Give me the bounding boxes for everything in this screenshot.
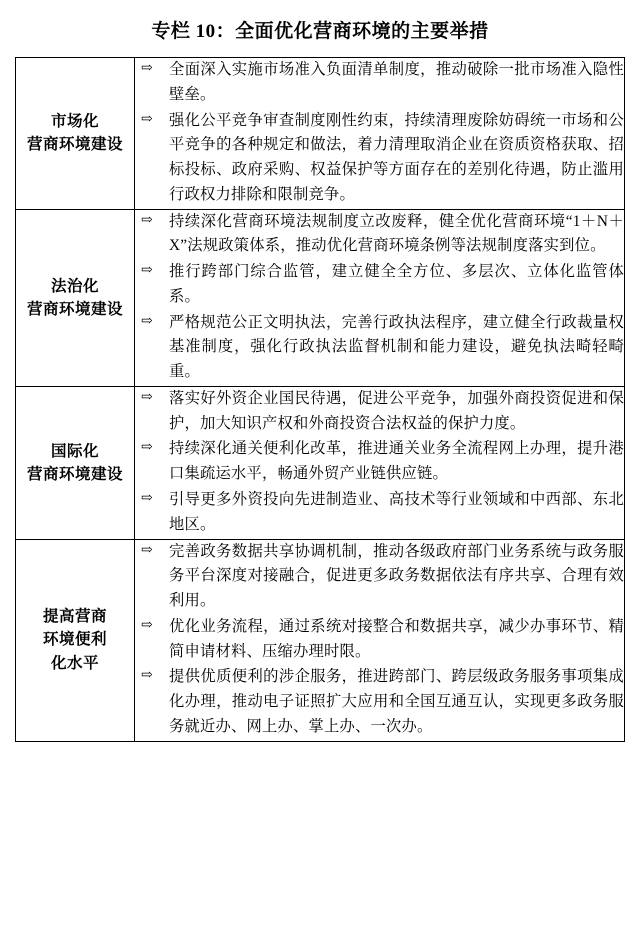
- arrow-bullet-icon: ⇨: [141, 212, 153, 228]
- measure-list: [135, 540, 624, 740]
- arrow-bullet-icon: ⇨: [141, 263, 153, 279]
- list-item: [135, 540, 624, 614]
- measures-table: [15, 57, 625, 742]
- list-item-text: 全面深入实施市场准入负面清单制度，推动破除一批市场准入隐性壁垒。: [169, 61, 624, 103]
- arrow-bullet-icon: ⇨: [141, 668, 153, 684]
- row-label-line: 提高营商: [42, 608, 107, 626]
- page-title: 专栏 10：全面优化营商环境的主要举措: [151, 21, 489, 42]
- list-item: [135, 387, 624, 437]
- arrow-bullet-icon: ⇨: [141, 111, 153, 127]
- list-item: [135, 437, 624, 487]
- row-label-line: 法治化: [50, 277, 99, 295]
- row-label-line: 化水平: [50, 654, 99, 672]
- row-label-line: 营商环境建设: [26, 300, 123, 318]
- list-item: [135, 665, 624, 739]
- list-item-text: 持续深化营商环境法规制度立改废释，健全优化营商环境“1＋N＋X”法规政策体系，推动优化营商环境条例等法规制度落实到位。: [169, 212, 624, 255]
- list-item-text: 强化公平竞争审查制度刚性约束，持续清理废除妨碍统一市场和公平竞争的各种规定和做法，着力清理取消企业在资质资格获取、招标投标、政府采购、权益保护等方面存在的差别化待遇，防止滥用行政权力排除和限制竞争。: [169, 111, 624, 203]
- row-label-line: 市场化: [50, 113, 99, 131]
- row-label-marketization: [16, 58, 135, 210]
- list-item: [135, 260, 624, 310]
- list-item: [135, 210, 624, 260]
- list-item-text: 完善政务数据共享协调机制，推动各级政府部门业务系统与政务服务平台深度对接融合，促进更多政务数据依法有序共享、合理有效利用。: [169, 542, 624, 610]
- measure-list: [135, 210, 624, 385]
- row-label-line: 营商环境建设: [26, 136, 123, 154]
- row-label-convenience: [16, 539, 135, 741]
- arrow-bullet-icon: ⇨: [141, 617, 153, 633]
- arrow-bullet-icon: ⇨: [141, 440, 153, 456]
- measure-list: [135, 58, 624, 208]
- list-item: [135, 109, 624, 208]
- table-body: [16, 58, 625, 742]
- row-label-line: 环境便利: [42, 631, 107, 649]
- list-item-text: 严格规范公正文明执法，完善行政执法程序，建立健全行政裁量权基准制度，强化行政执法监督机制和能力建设，避免执法畸轻畸重。: [169, 313, 624, 381]
- list-item-text: 推行跨部门综合监管，建立健全全方位、多层次、立体化监管体系。: [169, 263, 624, 305]
- table-row: [16, 386, 625, 539]
- row-content-marketization: [135, 58, 625, 210]
- row-content-internationalization: [135, 386, 625, 539]
- list-item-text: 持续深化通关便利化改革，推进通关业务全流程网上办理，提升港口集疏运水平，畅通外贸产业链供应链。: [169, 440, 624, 483]
- arrow-bullet-icon: ⇨: [141, 61, 153, 76]
- row-label-line: 国际化: [50, 442, 99, 460]
- table-row: [16, 539, 625, 741]
- row-content-convenience: [135, 539, 625, 741]
- table-row: [16, 209, 625, 386]
- arrow-bullet-icon: ⇨: [141, 389, 153, 405]
- list-item: [135, 311, 624, 385]
- list-item-text: 引导更多外资投向先进制造业、高技术等行业领域和中西部、东北地区。: [169, 491, 624, 533]
- row-label-rule-of-law: [16, 209, 135, 386]
- list-item: [135, 488, 624, 538]
- arrow-bullet-icon: ⇨: [141, 313, 153, 329]
- list-item: [135, 58, 624, 108]
- row-content-rule-of-law: [135, 209, 625, 386]
- measure-list: [135, 387, 624, 538]
- row-label-internationalization: [16, 386, 135, 539]
- arrow-bullet-icon: ⇨: [141, 542, 153, 558]
- row-label-line: 营商环境建设: [26, 465, 123, 483]
- list-item-text: 优化业务流程，通过系统对接整合和数据共享，减少办事环节、精简申请材料、压缩办理时限。: [169, 617, 624, 660]
- list-item: [135, 615, 624, 665]
- list-item-text: 落实好外资企业国民待遇，促进公平竞争，加强外商投资促进和保护，加大知识产权和外商投资合法权益的保护力度。: [169, 389, 624, 432]
- table-row: [16, 58, 625, 210]
- arrow-bullet-icon: ⇨: [141, 491, 153, 507]
- list-item-text: 提供优质便利的涉企服务，推进跨部门、跨层级政务服务事项集成化办理，推动电子证照扩大应用和全国互通互认，实现更多政务服务就近办、网上办、掌上办、一次办。: [169, 668, 624, 735]
